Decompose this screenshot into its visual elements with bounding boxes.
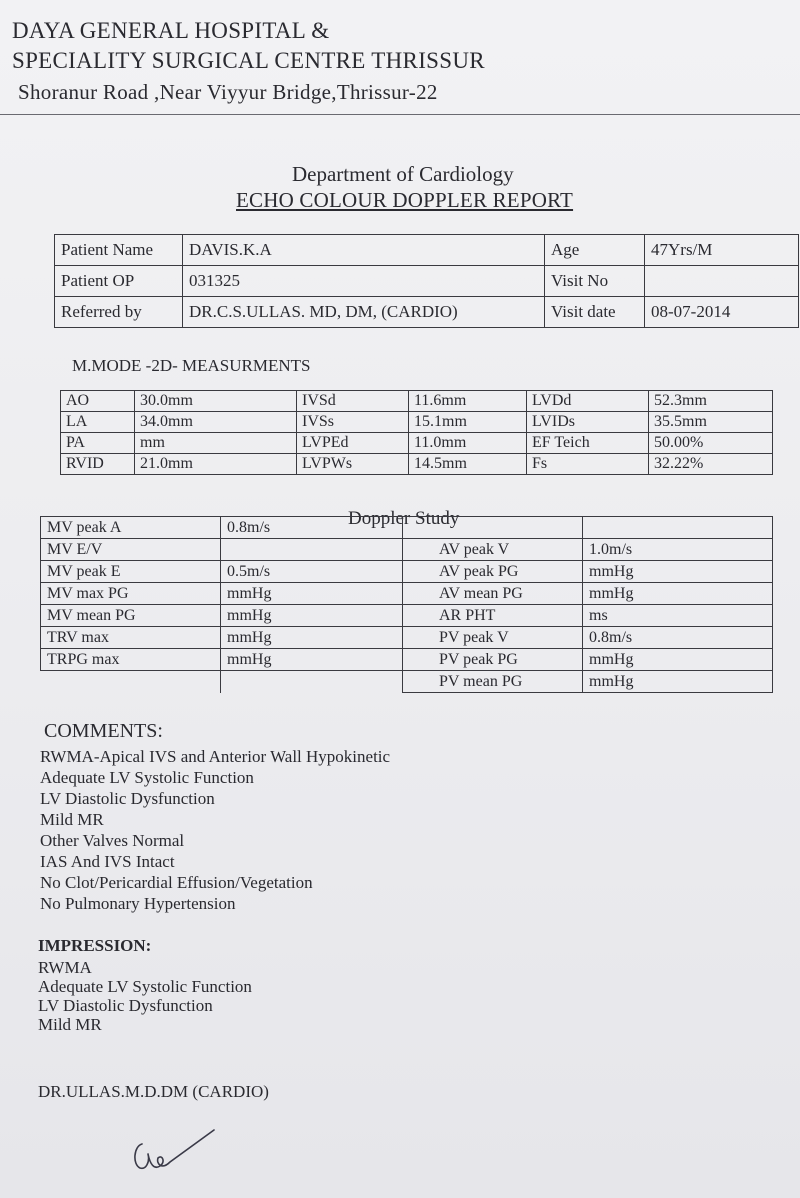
patient-info-table bbox=[54, 234, 799, 328]
table-cell: 15.1mm bbox=[409, 412, 527, 433]
table-cell: MV E/V bbox=[41, 539, 221, 561]
list-item: Adequate LV Systolic Function bbox=[40, 768, 254, 787]
doppler-table bbox=[40, 516, 773, 693]
table-row bbox=[41, 649, 773, 671]
table-cell: mmHg bbox=[221, 649, 403, 671]
table-cell: Fs bbox=[527, 454, 649, 475]
mmode-table bbox=[60, 390, 773, 475]
referred-by-value: DR.C.S.ULLAS. MD, DM, (CARDIO) bbox=[183, 297, 545, 328]
list-item: LV Diastolic Dysfunction bbox=[40, 789, 215, 808]
table-cell: 32.22% bbox=[649, 454, 773, 475]
table-row bbox=[61, 433, 773, 454]
list-item: Mild MR bbox=[38, 1015, 102, 1034]
visit-date-label: Visit date bbox=[545, 297, 645, 328]
table-cell: mmHg bbox=[221, 605, 403, 627]
table-row bbox=[55, 235, 799, 266]
table-cell: IVSs bbox=[297, 412, 409, 433]
referred-by-label: Referred by bbox=[55, 297, 183, 328]
patient-name-label: Patient Name bbox=[55, 235, 183, 266]
table-cell: mmHg bbox=[583, 583, 773, 605]
table-cell: 14.5mm bbox=[409, 454, 527, 475]
list-item: No Clot/Pericardial Effusion/Vegetation bbox=[40, 873, 313, 892]
table-cell: 11.6mm bbox=[409, 391, 527, 412]
table-row bbox=[61, 391, 773, 412]
impression-list bbox=[38, 958, 252, 1034]
table-row bbox=[55, 297, 799, 328]
table-cell: 34.0mm bbox=[135, 412, 297, 433]
comments-heading: COMMENTS: bbox=[44, 720, 163, 742]
patient-op-value: 031325 bbox=[183, 266, 545, 297]
list-item: Adequate LV Systolic Function bbox=[38, 977, 252, 996]
table-row bbox=[41, 627, 773, 649]
table-cell: AO bbox=[61, 391, 135, 412]
patient-name-value: DAVIS.K.A bbox=[183, 235, 545, 266]
table-cell: AR PHT bbox=[403, 605, 583, 627]
table-cell: PV peak PG bbox=[403, 649, 583, 671]
table-row bbox=[61, 412, 773, 433]
department-title: Department of Cardiology bbox=[292, 162, 514, 186]
table-cell bbox=[41, 671, 221, 693]
impression-heading: IMPRESSION: bbox=[38, 936, 152, 955]
list-item: Other Valves Normal bbox=[40, 831, 185, 850]
table-cell: 35.5mm bbox=[649, 412, 773, 433]
patient-op-label: Patient OP bbox=[55, 266, 183, 297]
table-row bbox=[61, 454, 773, 475]
report-title: ECHO COLOUR DOPPLER REPORT bbox=[236, 188, 574, 212]
table-cell: LVDd bbox=[527, 391, 649, 412]
age-value: 47Yrs/M bbox=[645, 235, 799, 266]
table-cell: AV peak V bbox=[403, 539, 583, 561]
table-cell: 21.0mm bbox=[135, 454, 297, 475]
table-cell: AV peak PG bbox=[403, 561, 583, 583]
table-cell: mmHg bbox=[583, 671, 773, 693]
table-cell bbox=[583, 517, 773, 539]
table-cell: LVPWs bbox=[297, 454, 409, 475]
table-cell: mm bbox=[135, 433, 297, 454]
table-cell: PA bbox=[61, 433, 135, 454]
table-cell: AV mean PG bbox=[403, 583, 583, 605]
table-cell: mmHg bbox=[221, 627, 403, 649]
table-cell bbox=[403, 517, 583, 539]
table-cell: TRV max bbox=[41, 627, 221, 649]
list-item: No Pulmonary Hypertension bbox=[40, 894, 236, 913]
table-cell: 11.0mm bbox=[409, 433, 527, 454]
visit-no-label: Visit No bbox=[545, 266, 645, 297]
table-cell bbox=[221, 539, 403, 561]
table-cell: MV max PG bbox=[41, 583, 221, 605]
table-row bbox=[41, 539, 773, 561]
table-row bbox=[41, 517, 773, 539]
visit-no-value bbox=[645, 266, 799, 297]
table-cell: MV peak A bbox=[41, 517, 221, 539]
doctor-name: DR.ULLAS.M.D.DM (CARDIO) bbox=[38, 1082, 269, 1101]
hospital-address: Shoranur Road ,Near Viyyur Bridge,Thrissur-22 bbox=[18, 80, 438, 104]
table-cell: RVID bbox=[61, 454, 135, 475]
list-item: RWMA-Apical IVS and Anterior Wall Hypokinetic bbox=[40, 747, 391, 766]
table-cell: 30.0mm bbox=[135, 391, 297, 412]
table-cell: TRPG max bbox=[41, 649, 221, 671]
header-divider bbox=[0, 114, 800, 115]
comments-list bbox=[40, 746, 390, 914]
table-cell: MV peak E bbox=[41, 561, 221, 583]
table-cell: MV mean PG bbox=[41, 605, 221, 627]
age-label: Age bbox=[545, 235, 645, 266]
doppler-title: Doppler Study bbox=[348, 508, 460, 529]
signature-icon bbox=[128, 1124, 228, 1180]
table-cell: 1.0m/s bbox=[583, 539, 773, 561]
table-cell: PV mean PG bbox=[403, 671, 583, 693]
table-cell bbox=[221, 671, 403, 693]
table-cell: mmHg bbox=[583, 649, 773, 671]
list-item: RWMA bbox=[38, 958, 92, 977]
table-cell: LA bbox=[61, 412, 135, 433]
list-item: LV Diastolic Dysfunction bbox=[38, 996, 213, 1015]
hospital-name-line1: DAYA GENERAL HOSPITAL & bbox=[12, 18, 330, 43]
visit-date-value: 08-07-2014 bbox=[645, 297, 799, 328]
table-row bbox=[41, 671, 773, 693]
table-cell: mmHg bbox=[221, 583, 403, 605]
table-row bbox=[41, 561, 773, 583]
table-cell: 52.3mm bbox=[649, 391, 773, 412]
table-cell: 0.8m/s bbox=[583, 627, 773, 649]
mmode-title: M.MODE -2D- MEASURMENTS bbox=[72, 356, 311, 375]
list-item: Mild MR bbox=[40, 810, 104, 829]
list-item: IAS And IVS Intact bbox=[40, 852, 175, 871]
table-cell: 0.8m/s bbox=[221, 517, 403, 539]
table-row bbox=[55, 266, 799, 297]
table-cell: ms bbox=[583, 605, 773, 627]
hospital-name-line2: SPECIALITY SURGICAL CENTRE THRISSUR bbox=[12, 48, 485, 73]
table-cell: LVIDs bbox=[527, 412, 649, 433]
table-cell: 50.00% bbox=[649, 433, 773, 454]
table-cell: IVSd bbox=[297, 391, 409, 412]
table-cell: EF Teich bbox=[527, 433, 649, 454]
table-row bbox=[41, 605, 773, 627]
table-cell: 0.5m/s bbox=[221, 561, 403, 583]
table-cell: LVPEd bbox=[297, 433, 409, 454]
table-row bbox=[41, 583, 773, 605]
table-cell: mmHg bbox=[583, 561, 773, 583]
table-cell: PV peak V bbox=[403, 627, 583, 649]
